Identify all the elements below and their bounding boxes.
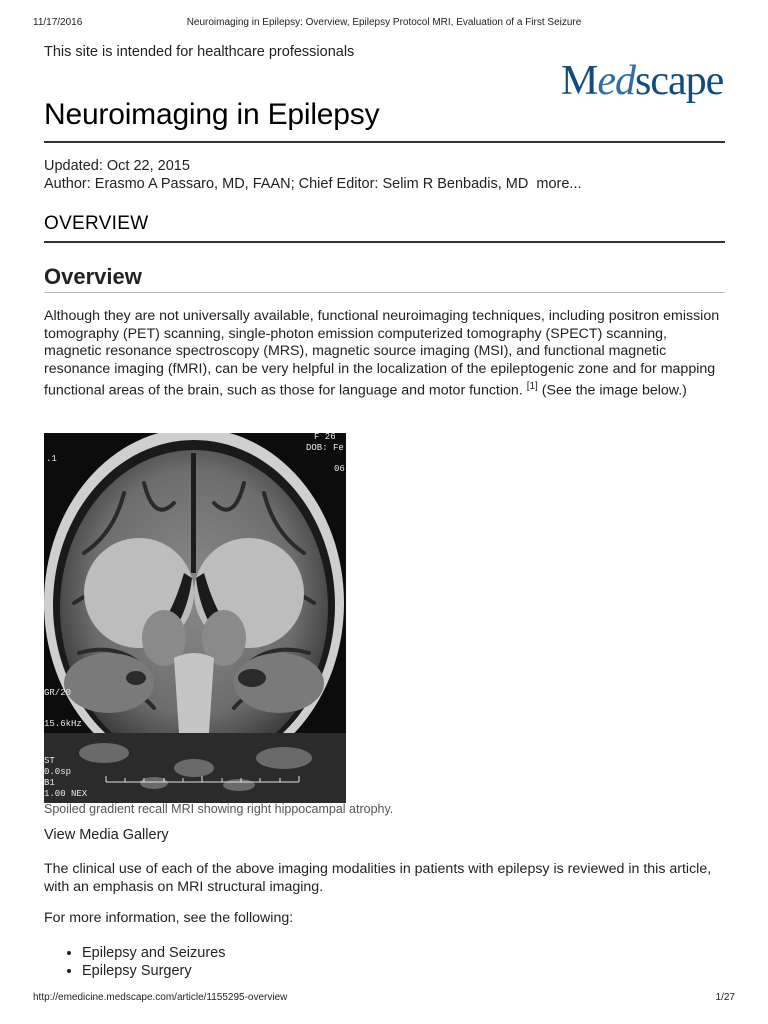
mri-text-l7: 1.00 NEX [44,789,88,799]
more-info-paragraph: For more information, see the following: [44,910,294,926]
updated-date: Updated: Oct 22, 2015 [44,158,190,174]
author-line: Author: Erasmo A Passaro, MD, FAAN; Chief Editor: Selim R Benbadis, MD more... [44,176,582,192]
mri-image[interactable] [44,433,346,803]
mri-text-tr3: 06 [334,464,345,474]
mri-text-tr2: DOB: Fe [306,443,344,453]
related-links-list [62,944,225,980]
reference-link[interactable]: [1] [526,381,538,392]
print-title: Neuroimaging in Epilepsy: Overview, Epilepsy Protocol MRI, Evaluation of a First Seizure [186,17,582,28]
link-epilepsy-seizures[interactable]: • Epilepsy and Seizures [82,944,225,962]
section-divider [44,241,725,243]
print-header [0,17,768,31]
figure-caption: Spoiled gradient recall MRI showing right hippocampal atrophy. [44,802,394,816]
title-divider [44,141,725,143]
article-meta [44,157,582,193]
mri-brain-illustration [44,433,346,803]
view-media-gallery-link[interactable]: View Media Gallery [44,827,169,843]
mri-text-l2: GR/20 [44,688,72,698]
section-label: OVERVIEW [44,213,149,234]
mri-text-l4: ST [44,756,55,766]
overview-heading: Overview [44,264,142,289]
print-url: http://emedicine.medscape.com/article/1155295-overview [33,992,288,1003]
clinical-use-paragraph: The clinical use of each of the above imaging modalities in patients with epilepsy is reviewed in this article, with an emphasis on MRI structural imaging. [44,861,712,895]
article-title: Neuroimaging in Epilepsy [44,98,380,131]
print-date: 11/17/2016 [33,17,83,28]
heading-divider [44,292,725,293]
mri-text-l5: 0.0sp [44,767,72,777]
mri-text-l1: .1 [46,454,57,464]
page-number: 1/27 [715,992,735,1003]
site-notice: This site is intended for healthcare professionals [44,44,355,60]
mri-text-l6: B1 [44,778,55,788]
mri-text-l3: 15.6kHz [44,719,82,729]
mri-text-tr1: F 26 [314,433,336,442]
overview-paragraph: Although they are not universally available, functional neuroimaging techniques, including positron emission tomography (PET) scanning, single-photon emission computerized tomography (SPECT) scanning, magnetic resonance spectroscopy (MRS), magnetic source imaging (MSI), and functional magnetic resonance imaging (fMRI), can be very helpful in the localization of the epileptogenic zone and for mapping functional areas of the brain, such as those for language and motor function. [1] (See the image below.) [44,308,720,399]
more-authors-link[interactable]: more... [536,176,582,192]
article-content [44,40,725,979]
medscape-logo[interactable]: Medscape [561,58,724,104]
link-epilepsy-surgery[interactable]: • Epilepsy Surgery [82,962,225,980]
